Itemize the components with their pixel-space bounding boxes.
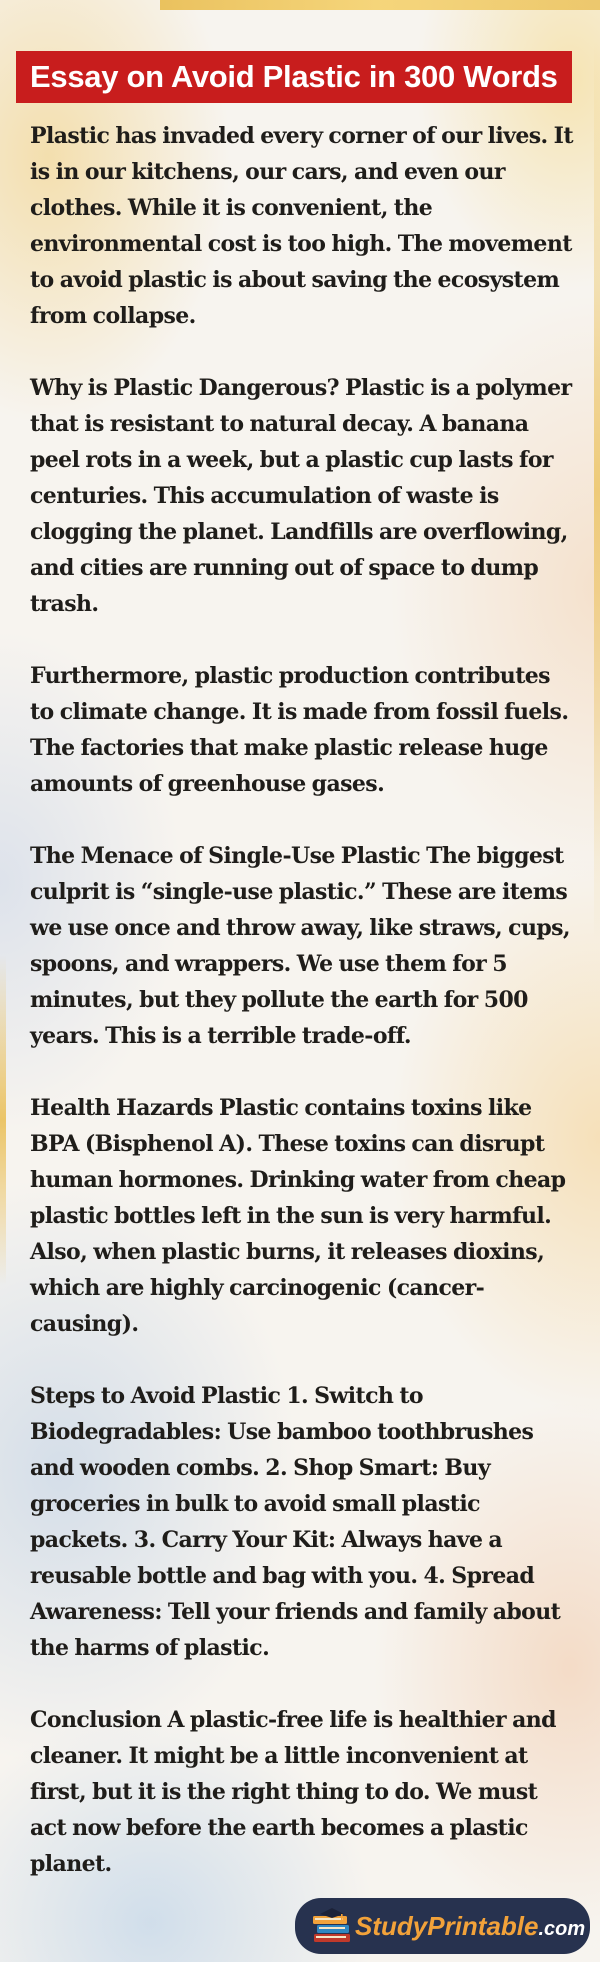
essay-paragraph-dangers: Why is Plastic Dangerous? Plastic is a polymer that is resistant to natural decay. A banana peel rots in a week, but a plastic cup lasts for centuries. This accumulation of waste is clogging the planet. Landfills are overflowing, and cities are running out of space to dump trash. [30,375,572,617]
essay-paragraph-steps: Steps to Avoid Plastic 1. Switch to Biodegradables: Use bamboo toothbrushes and wooden combs. 2. Shop Smart: Buy groceries in bulk to avoid small plastic packets. 3. Carry Your Kit: Always have a reusable bottle and bag with you. 4. Spread Awareness: Tell your friends and family about the harms of plastic. [30,1383,561,1661]
essay-paragraph-intro: Plastic has invaded every corner of our lives. It is in our kitchens, our cars, and even our clothes. While it is convenient, the environmental cost is too high. The movement to avoid plastic is about saving the ecosystem from collapse. [30,123,573,329]
essay-paragraph-single-use: The Menace of Single-Use Plastic The biggest culprit is “single-use plastic.” These are items we use once and throw away, like straws, cups, spoons, and wrappers. We use them for 5 minutes, but they pollute the earth for 500 years. This is a terrible trade-off. [30,843,570,1049]
gold-left-accent [0,955,6,1285]
gold-right-accent [594,40,600,940]
essay-paragraph-conclusion: Conclusion A plastic-free life is healthier and cleaner. It might be a little inconvenient at first, but it is the right thing to do. We must act now before the earth becomes a plastic planet. [30,1707,556,1877]
logo-word-com: .com [538,1918,586,1940]
gold-top-accent [160,0,600,10]
logo-word-printable: Printable [427,1911,539,1941]
page-title: Essay on Avoid Plastic in 300 Words [16,51,572,103]
studyprintable-logo-text[interactable] [355,1911,585,1944]
essay-paragraph-climate: Furthermore, plastic production contributes to climate change. It is made from fossil fuels. The factories that make plastic release huge amounts of greenhouse gases. [30,663,569,797]
essay-paragraph-health: Health Hazards Plastic contains toxins like BPA (Bisphenol A). These toxins can disrupt human hormones. Drinking water from cheap plastic bottles left in the sun is very harmful. Also, when plastic burns, it releases dioxins, which are highly carcinogenic (cancer-causing). [30,1095,566,1337]
logo-word-study: Study [355,1911,428,1941]
essay-body [30,118,576,1918]
books-icon [310,1906,354,1946]
